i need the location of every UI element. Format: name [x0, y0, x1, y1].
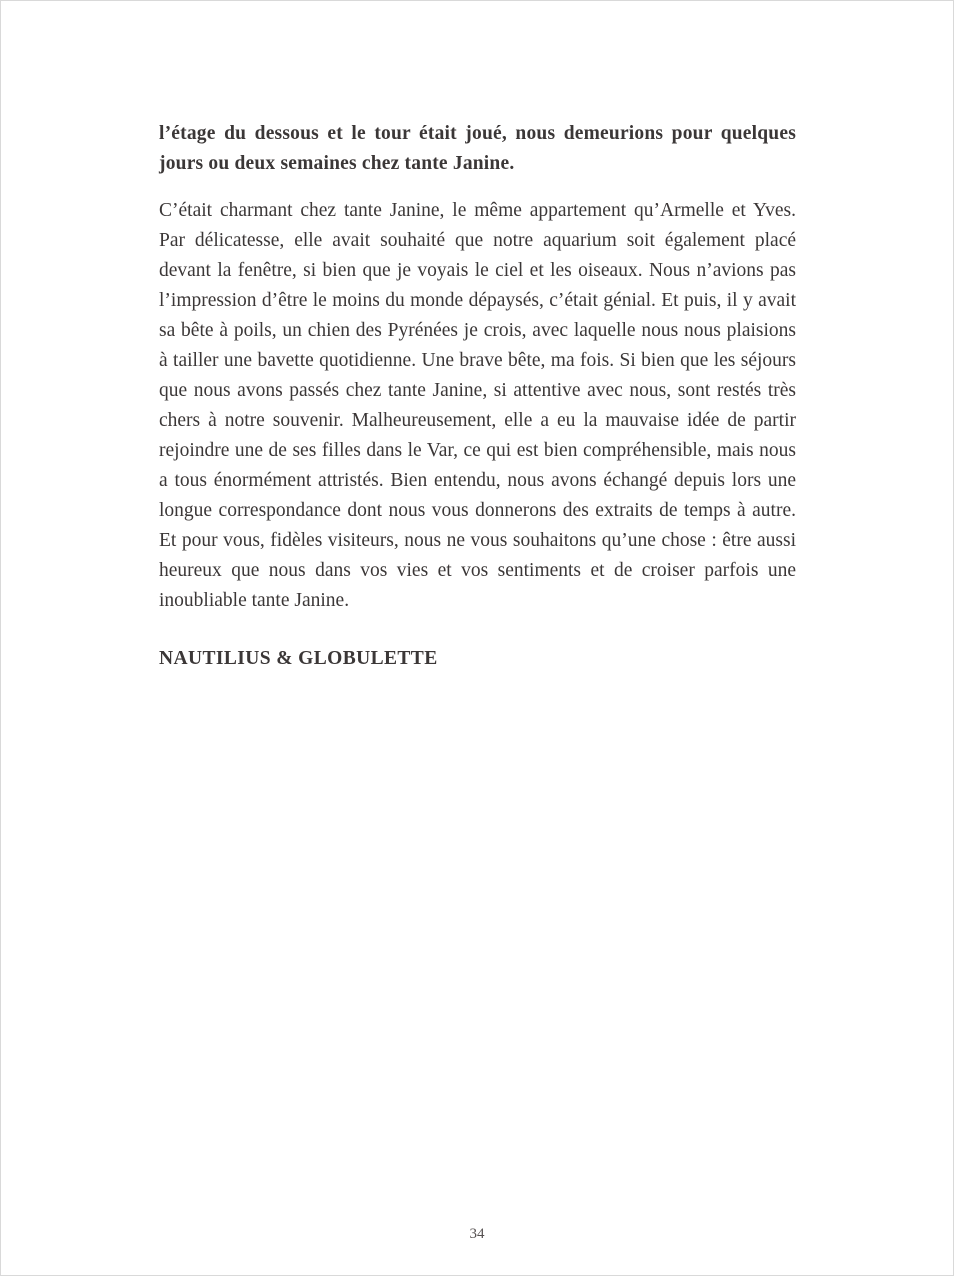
page-content	[159, 119, 796, 674]
signature-line: NAUTILIUS & GLOBULETTE	[159, 648, 438, 669]
body-paragraph: C’était charmant chez tante Janine, le même appartement qu’Armelle et Yves. Par délicatesse, elle avait souhaité que notre aquarium soit également placé devant la fenêtre, si bien que je voyais le ciel et les oiseaux. Nous n’avions pas l’impression d’être le moins du monde dépaysés, c’était génial. Et puis, il y avait sa bête à poils, un chien des Pyrénées je crois, avec laquelle nous nous plaisions à tailler une bavette quotidienne. Une brave bête, ma fois. Si bien que les séjours que nous avons passés chez tante Janine, si attentive avec nous, sont restés très chers à notre souvenir. Malheureusement, elle a eu la mauvaise idée de partir rejoindre une de ses filles dans le Var, ce qui est bien compréhensible, mais nous a tous énormément attristés. Bien entendu, nous avons échangé depuis lors une longue correspondance dont nous vous donnerons des extraits de temps à autre. Et pour vous, fidèles visiteurs, nous ne vous souhaitons qu’une chose : être aussi heureux que nous dans vos vies et vos sentiments et de croiser parfois une inoubliable tante Janine.	[159, 200, 796, 611]
lead-paragraph: l’étage du dessous et le tour était joué, nous demeurions pour quelques jours ou deux semaines chez tante Janine.	[159, 123, 796, 174]
page-number: 34	[469, 1226, 485, 1242]
